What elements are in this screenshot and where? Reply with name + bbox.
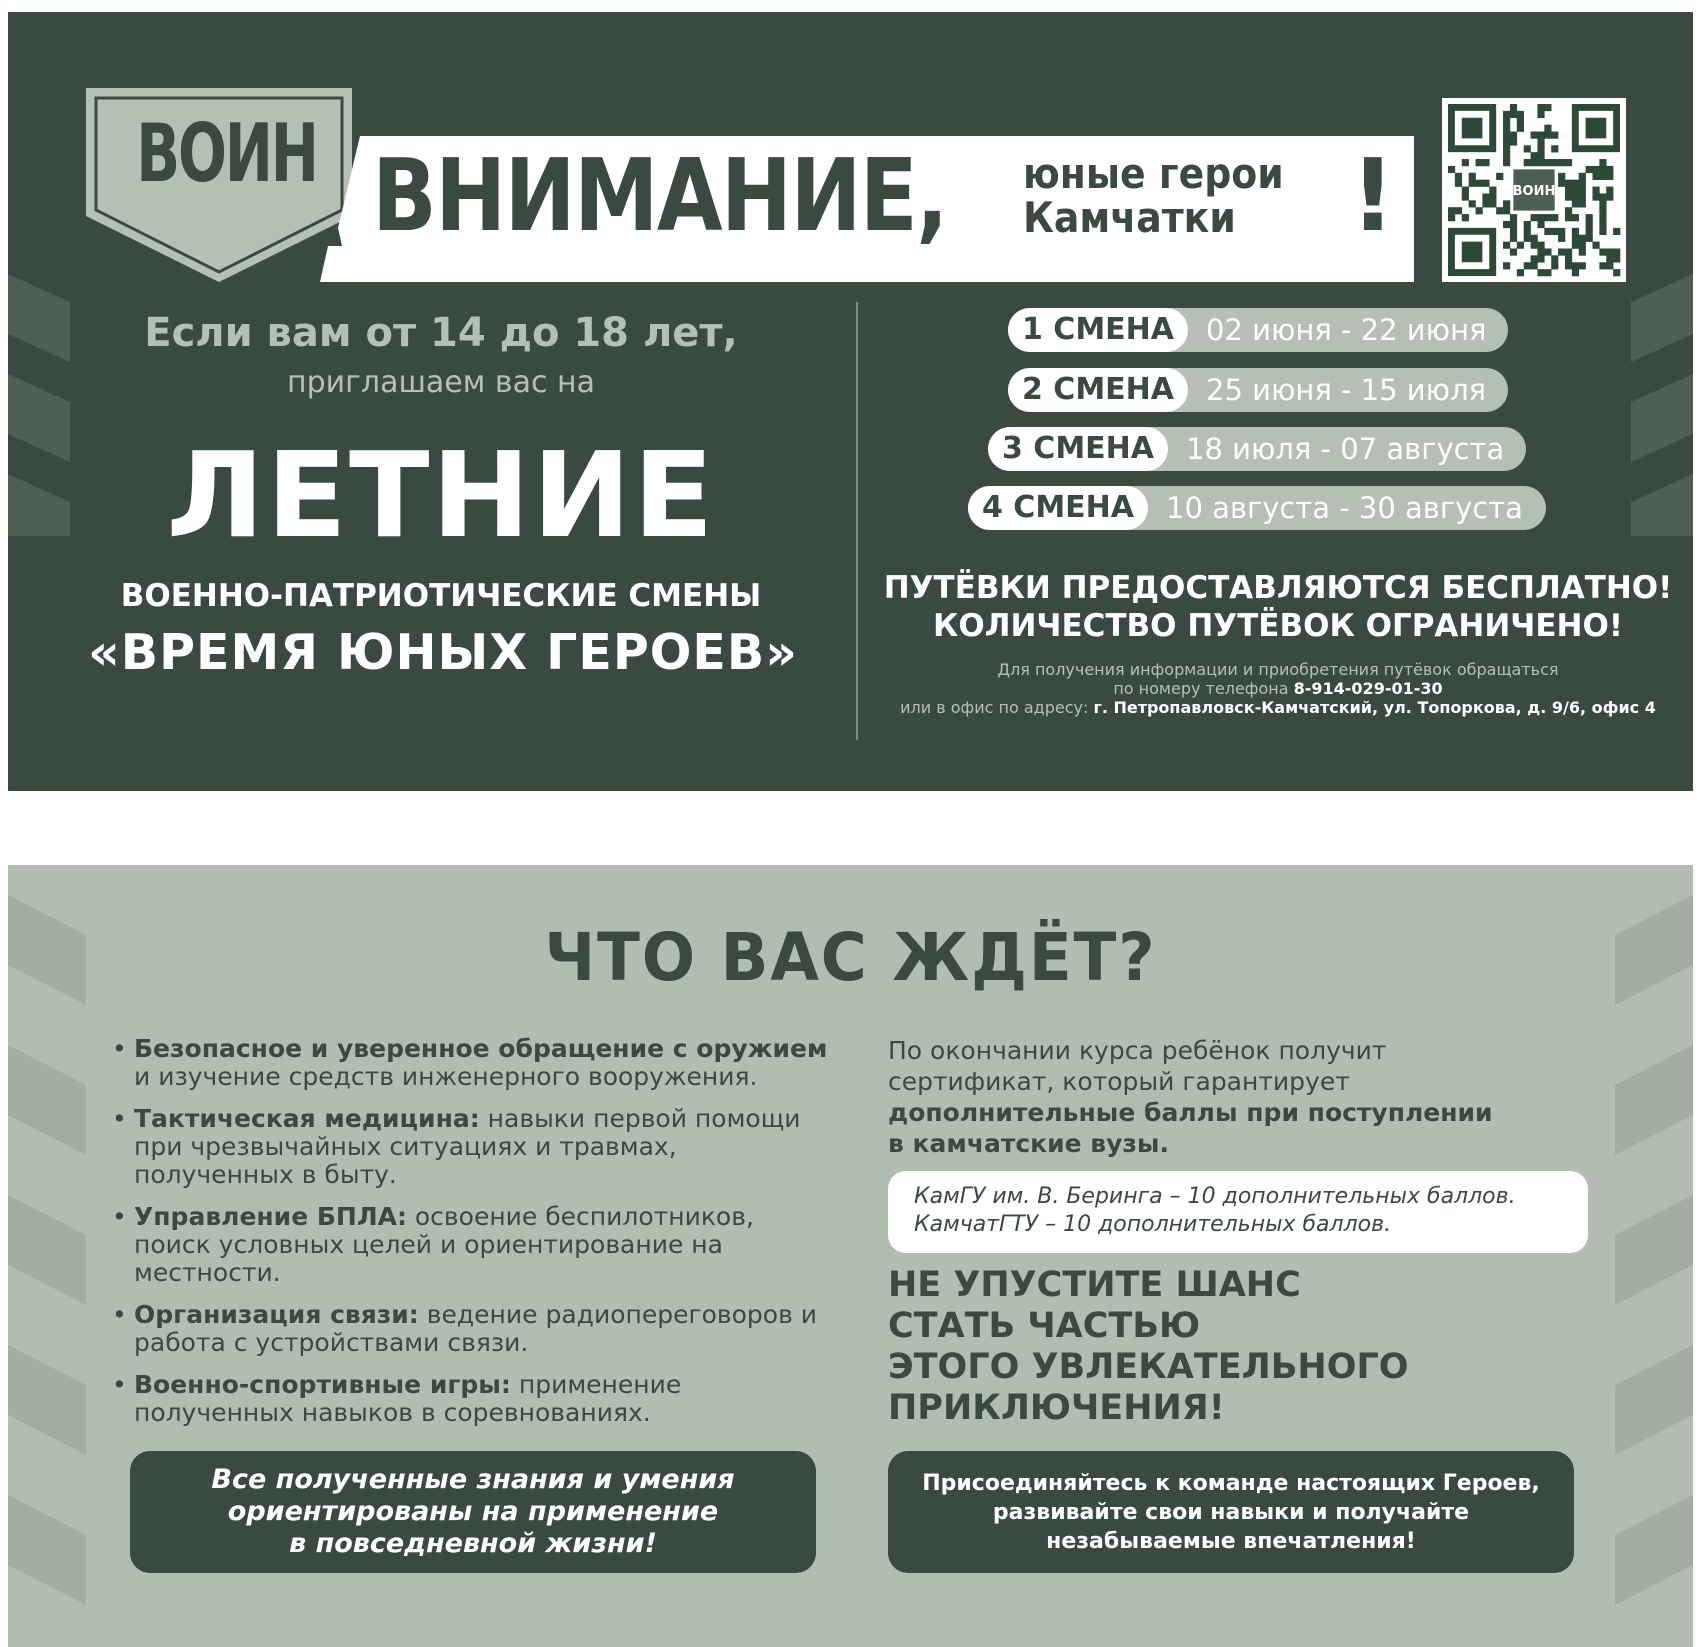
logo-text: ВОИН — [136, 107, 317, 200]
front-panel — [8, 12, 1693, 791]
dont-miss-chance — [888, 1265, 1608, 1429]
list-item — [112, 1203, 832, 1287]
left-stripe-decoration — [8, 274, 70, 536]
program-type: ВОЕННО-ПАТРИОТИЧЕСКИЕ СМЕНЫ — [120, 578, 762, 614]
list-item — [112, 1371, 832, 1427]
headline-young-heroes — [1023, 149, 1284, 242]
bullet-icon: • — [112, 1370, 127, 1399]
shift-label: 1 СМЕНА — [1008, 308, 1188, 352]
chance-line4: ПРИКЛЮЧЕНИЯ! — [888, 1388, 1225, 1428]
item-text: навыки первой помощи при чрезвычайных ситуациях и травмах, полученных в быту. — [134, 1104, 801, 1189]
bullet-icon: • — [112, 1202, 127, 1231]
shift-dates: 18 июля - 07 августа — [1186, 432, 1505, 466]
contact-info-line3 — [878, 698, 1678, 717]
shift-pill-3 — [988, 427, 1526, 471]
university-kamchatgtu: КамчатГТУ – 10 дополнительных баллов. — [914, 1212, 1392, 1237]
chance-line1: НЕ УПУСТИТЕ ШАНС — [888, 1265, 1301, 1305]
item-text: ведение радиопереговоров и работа с устройствами связи. — [134, 1300, 818, 1357]
certificate-line1: По окончании курса ребёнок получит — [888, 1036, 1387, 1065]
contact-info-line1: Для получения информации и приобретения путёвок обращаться — [997, 660, 1559, 679]
shift-label: 4 СМЕНА — [968, 486, 1148, 530]
headline-sub-line2: Камчатки — [1023, 193, 1236, 242]
shift-label: 3 СМЕНА — [988, 427, 1168, 471]
item-title: Военно-спортивные игры: — [134, 1370, 511, 1399]
item-text: применение полученных навыков в соревнованиях. — [134, 1370, 682, 1427]
certificate-line4: в камчатские вузы. — [888, 1129, 1170, 1158]
bullet-icon: • — [112, 1034, 127, 1063]
certificate-text — [888, 1035, 1588, 1159]
join-line1: Присоединяйтесь к команде настоящих Героев, — [922, 1470, 1540, 1496]
callout-line3: в повседневной жизни! — [289, 1528, 657, 1559]
callout-line2: ориентированы на применение — [227, 1496, 719, 1527]
item-title: Безопасное и уверенное обращение с оружием — [134, 1034, 828, 1063]
list-item — [112, 1105, 832, 1189]
limited-vouchers-text: КОЛИЧЕСТВО ПУТЁВОК ОГРАНИЧЕНО! — [933, 608, 1623, 644]
certificate-line3: дополнительные баллы при поступлении — [888, 1098, 1493, 1127]
shift-dates: 02 июня - 22 июня — [1206, 313, 1487, 347]
knowledge-callout — [130, 1451, 816, 1573]
phone-number[interactable]: 8-914-029-01-30 — [1293, 679, 1443, 698]
item-title: Тактическая медицина: — [134, 1104, 480, 1133]
back-panel — [8, 865, 1693, 1647]
certificate-line2: сертификат, который гарантирует — [888, 1067, 1350, 1096]
free-vouchers-text: ПУТЁВКИ ПРЕДОСТАВЛЯЮТСЯ БЕСПЛАТНО! — [883, 570, 1673, 606]
headline-exclamation: ! — [1350, 137, 1396, 254]
headline-sub-line1: юные герои — [1023, 149, 1284, 198]
invite-text: приглашаем вас на — [286, 365, 596, 400]
shift-pill-2 — [1008, 368, 1508, 412]
universities-box — [888, 1171, 1588, 1253]
shift-dates: 25 июня - 15 июля — [1206, 373, 1487, 407]
program-name: «ВРЕМЯ ЮНЫХ ГЕРОЕВ» — [88, 624, 798, 681]
item-text: и изучение средств инженерного вооружения. — [134, 1062, 758, 1091]
shift-pill-4 — [968, 486, 1546, 530]
join-line3: незабываемые впечатления! — [1046, 1528, 1416, 1554]
chance-line2: СТАТЬ ЧАСТЬЮ — [888, 1306, 1201, 1346]
contact-info-line2 — [878, 679, 1678, 698]
qr-code[interactable] — [1442, 98, 1626, 282]
age-range-text: Если вам от 14 до 18 лет, — [144, 310, 738, 356]
item-title: Организация связи: — [134, 1300, 419, 1329]
list-item — [112, 1035, 832, 1091]
activities-list — [112, 1035, 832, 1441]
callout-line1: Все полученные знания и умения — [211, 1464, 735, 1495]
address-prefix: или в офис по адресу: — [900, 698, 1094, 717]
qr-center-logo: ВОИН — [1512, 184, 1556, 199]
what-awaits-title: ЧТО ВАС ЖДЁТ? — [544, 919, 1157, 996]
phone-prefix: по номеру телефона — [1113, 679, 1294, 698]
shift-pill-1 — [1008, 308, 1508, 352]
join-line2: развивайте свои навыки и получайте — [992, 1499, 1470, 1525]
column-divider — [856, 302, 858, 740]
shift-label: 2 СМЕНА — [1008, 368, 1188, 412]
right-stripe-decoration — [1631, 274, 1693, 536]
chance-line3: ЭТОГО УВЛЕКАТЕЛЬНОГО — [888, 1347, 1409, 1387]
list-item — [112, 1301, 832, 1357]
bullet-icon: • — [112, 1300, 127, 1329]
shift-dates: 10 августа - 30 августа — [1166, 491, 1523, 525]
item-title: Управление БПЛА: — [134, 1202, 407, 1231]
headline-attention: ВНИМАНИЕ, — [372, 137, 947, 254]
bullet-icon: • — [112, 1104, 127, 1133]
item-text: освоение беспилотников, поиск условных целей и ориентирование на местности. — [134, 1202, 754, 1287]
summer-title: ЛЕТНИЕ — [166, 426, 716, 564]
university-kamgu: КамГУ им. В. Беринга – 10 дополнительных баллов. — [914, 1184, 1516, 1209]
join-callout — [888, 1451, 1574, 1573]
office-address: г. Петропавловск-Камчатский, ул. Топоркова, д. 9/6, офис 4 — [1093, 698, 1656, 717]
